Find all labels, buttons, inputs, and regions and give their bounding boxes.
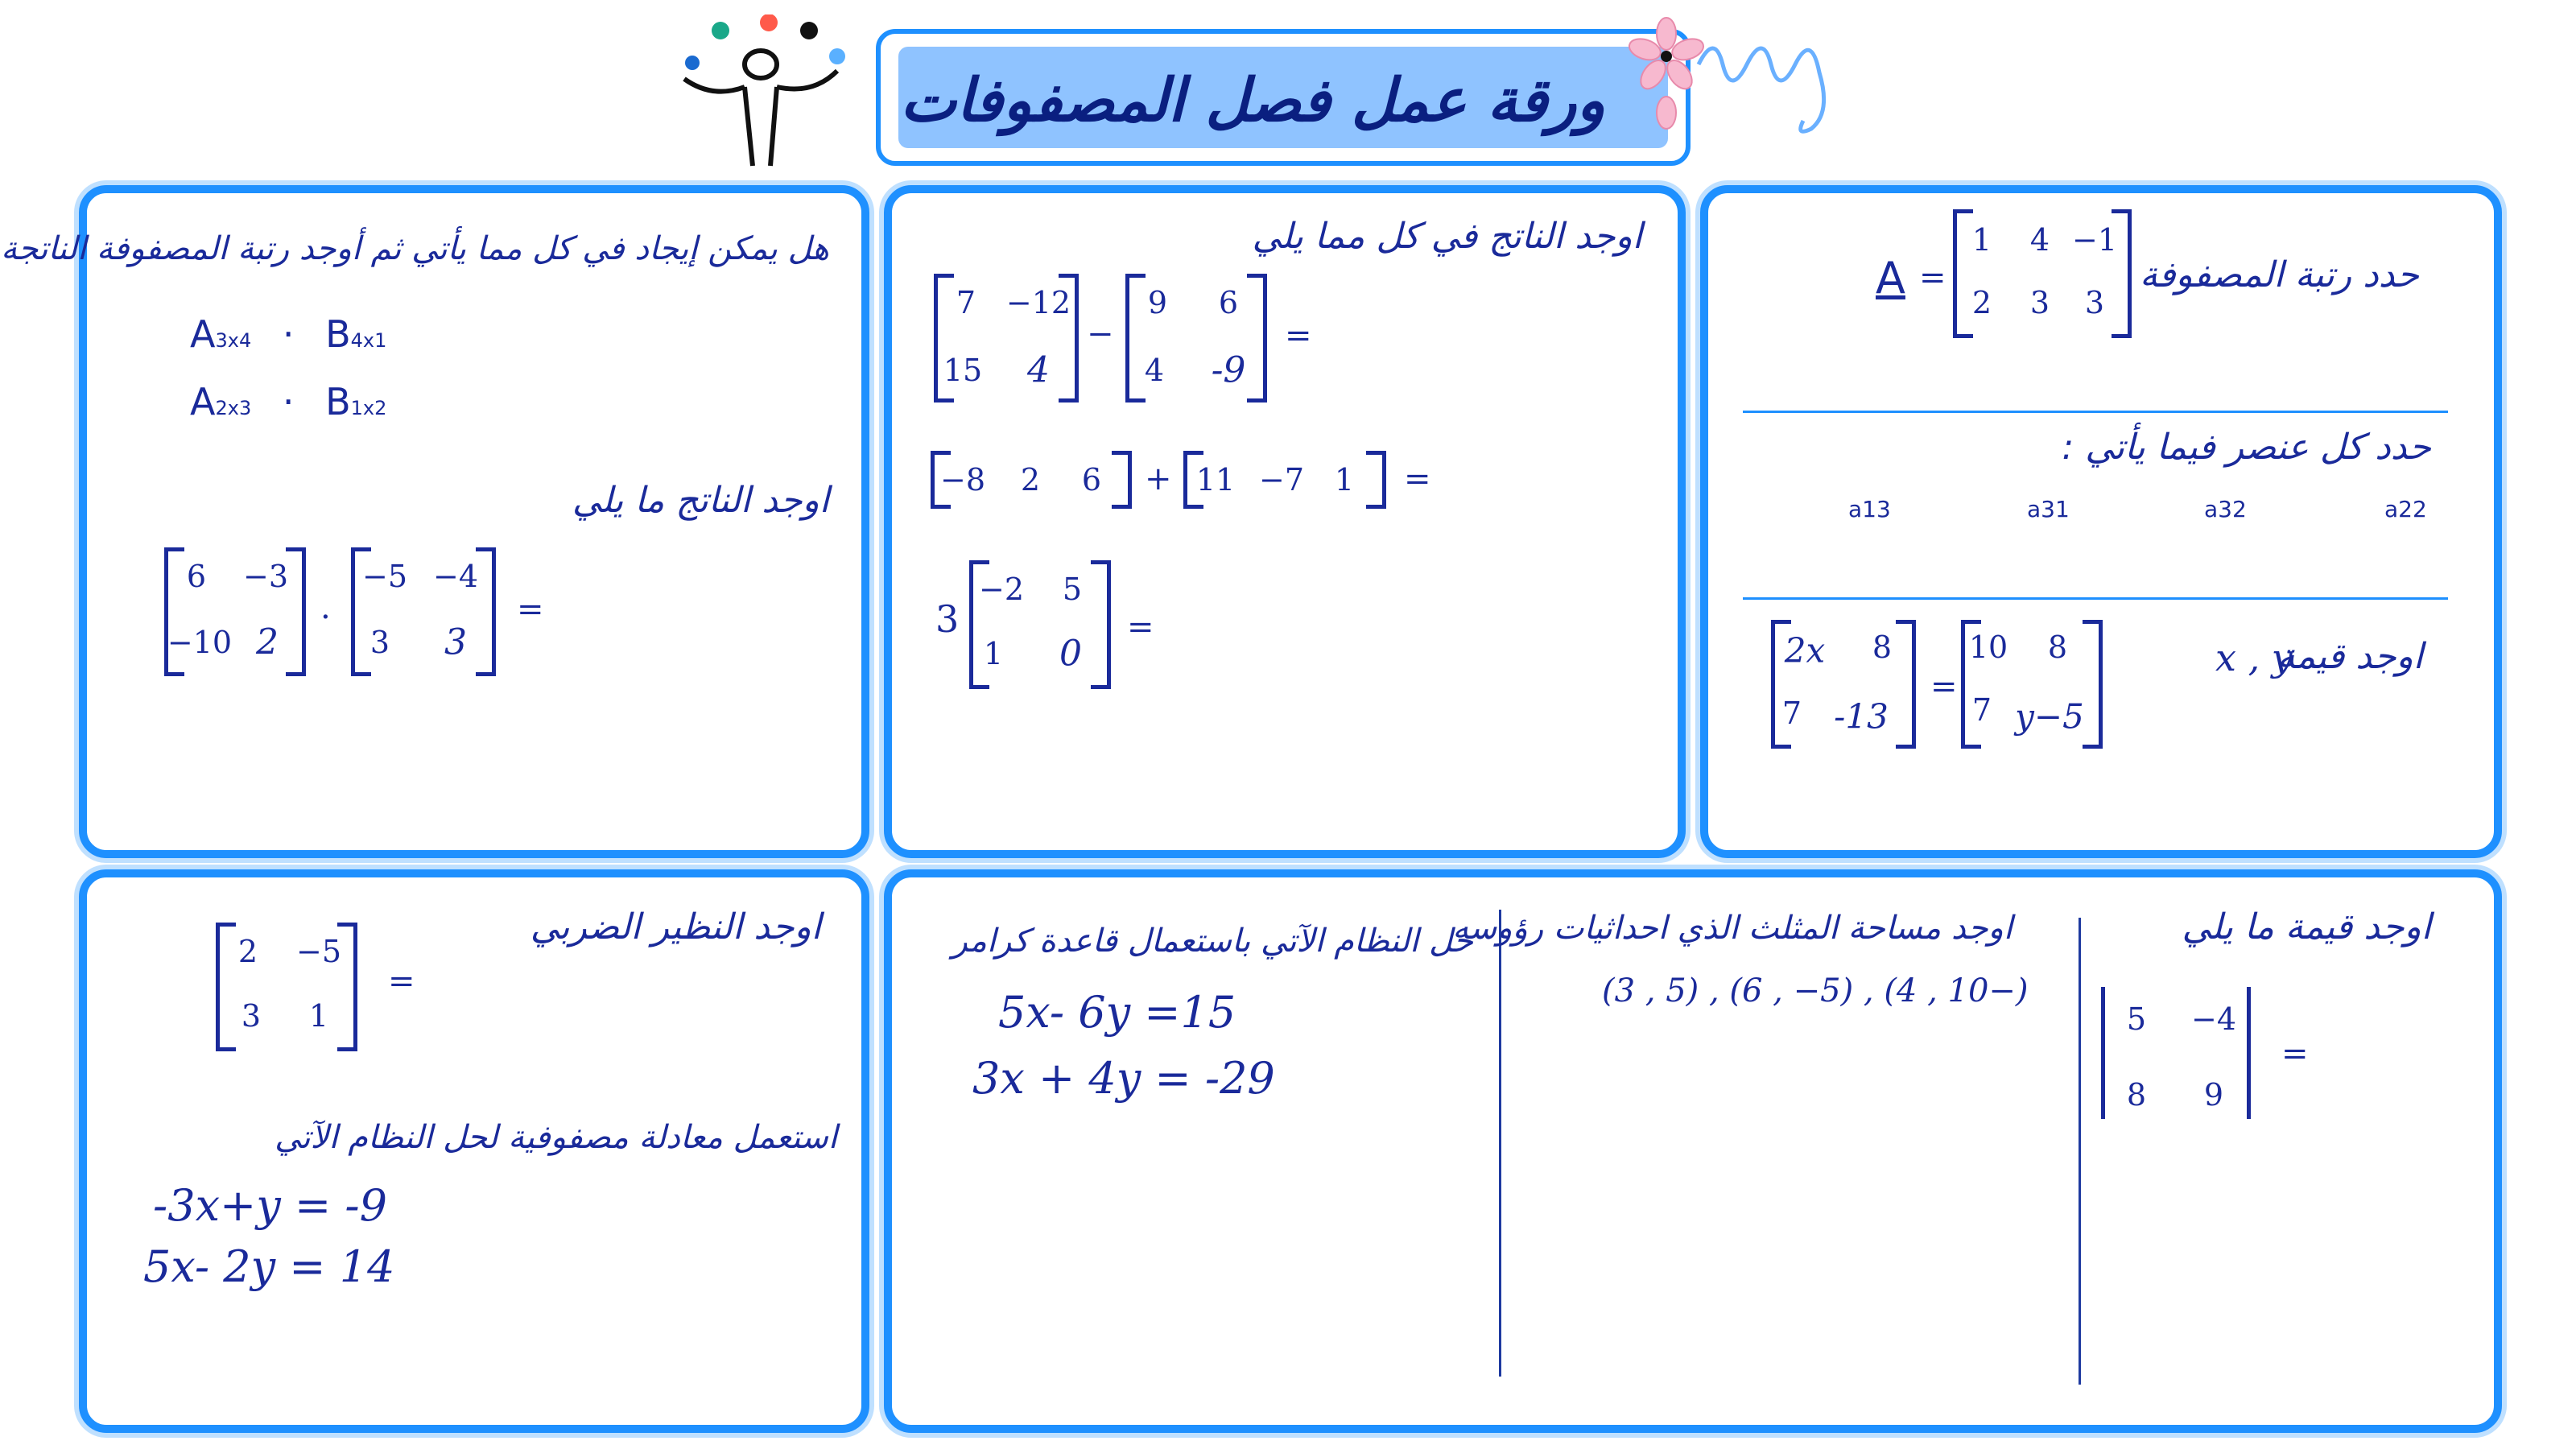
q-product-result: اوجد الناتج ما يلي (572, 480, 829, 521)
divider-2 (1743, 597, 2448, 600)
matrix-a-label: A (1876, 253, 1905, 303)
eq-sign: = (388, 963, 415, 1000)
matrix-scalar: −2 5 1 0 (969, 560, 1111, 689)
eq-sign: = (517, 591, 544, 628)
cramer-eq-2: 3x + 4y = -29 (972, 1053, 1275, 1104)
q-triangle-area: اوجد مساحة المثلث الذي احداثيات رؤوسه (1452, 910, 2013, 947)
matrix-a: 1 4 −1 2 3 3 (1953, 209, 2132, 338)
system-eq-1: -3x+y = -9 (153, 1180, 387, 1231)
pair-1: A3x4 · B4x1 (190, 312, 387, 356)
page-title: ورقة عمل فصل المصفوفات (900, 66, 1605, 135)
column-divider-2 (2079, 918, 2081, 1385)
minus-sign: − (1087, 316, 1114, 353)
eq-sign: = (1930, 668, 1958, 705)
determinant-matrix: 5 −4 8 9 (2101, 987, 2251, 1119)
element-a32: a32 (2204, 496, 2247, 522)
divider-1 (1743, 411, 2448, 413)
element-a13: a13 (1848, 496, 1891, 522)
element-a31: a31 (2027, 496, 2070, 522)
panel-multiplication (1, 185, 869, 858)
matrix-inverse: 2 −5 3 1 (216, 923, 357, 1051)
row-vector-2: 11 −7 1 (1183, 451, 1386, 509)
matrix-sub-1: 7 −12 15 4 (934, 274, 1079, 402)
system-eq-2: 5x- 2y = 14 (143, 1241, 395, 1292)
q-matrix-equation: استعمل معادلة مصفوفية لحل النظام الآتي (275, 1119, 837, 1156)
element-a22: a22 (2384, 496, 2427, 522)
title-frame (876, 29, 1690, 166)
matrix-product-1: 6 −3 −10 2 (164, 547, 306, 676)
eq-sign: = (2281, 1035, 2309, 1072)
q-possible-product: هل يمكن إيجاد في كل مما يأتي ثم أوجد رتبة المصفوفة الناتجة (1, 230, 829, 267)
column-divider-1 (1499, 910, 1501, 1377)
q-identify-elements: حدد كل عنصر فيما يأتي : (2062, 427, 2431, 468)
q-cramer: حل النظام الآتي باستعمال قاعدة كرامر (952, 923, 1473, 960)
plus-sign: + (1145, 460, 1172, 497)
matrix-xy-right: 10 8 7 y−5 (1961, 620, 2103, 749)
eq-sign: = (1285, 317, 1312, 354)
q-find-xy: اوجد قيمة (2277, 636, 2423, 677)
q-compute: اوجد الناتج في كل مما يلي (1252, 216, 1642, 257)
eq-sign: = (1404, 460, 1431, 497)
xy-vars: x , y (2215, 636, 2293, 679)
matrix-product-2: −5 −4 3 3 (351, 547, 496, 676)
eq-sign: = (1127, 609, 1154, 646)
pair-2: A2x3 · B1x2 (190, 380, 387, 423)
cramer-eq-1: 5x- 6y =15 (998, 987, 1236, 1038)
triangle-coords: (3 , 5) , (6 , −5) , (4 , 10−) (1602, 972, 2029, 1009)
matrix-sub-2: 9 6 4 -9 (1125, 274, 1267, 402)
q-matrix-order: حدد رتبة المصفوفة (2139, 254, 2419, 295)
flower-decoration (1626, 16, 1900, 177)
eq-sign: = (1919, 259, 1946, 296)
dot-sign: . (320, 589, 331, 626)
row-vector-1: −8 2 6 (931, 451, 1132, 509)
scalar: 3 (935, 597, 960, 641)
q-determinant: اوجد قيمة ما يلي (2182, 906, 2431, 947)
q-inverse: اوجد النظير الضربي (530, 906, 821, 947)
matrix-xy-left: 2x 8 7 -13 (1771, 620, 1916, 749)
juggler-illustration (672, 14, 849, 167)
